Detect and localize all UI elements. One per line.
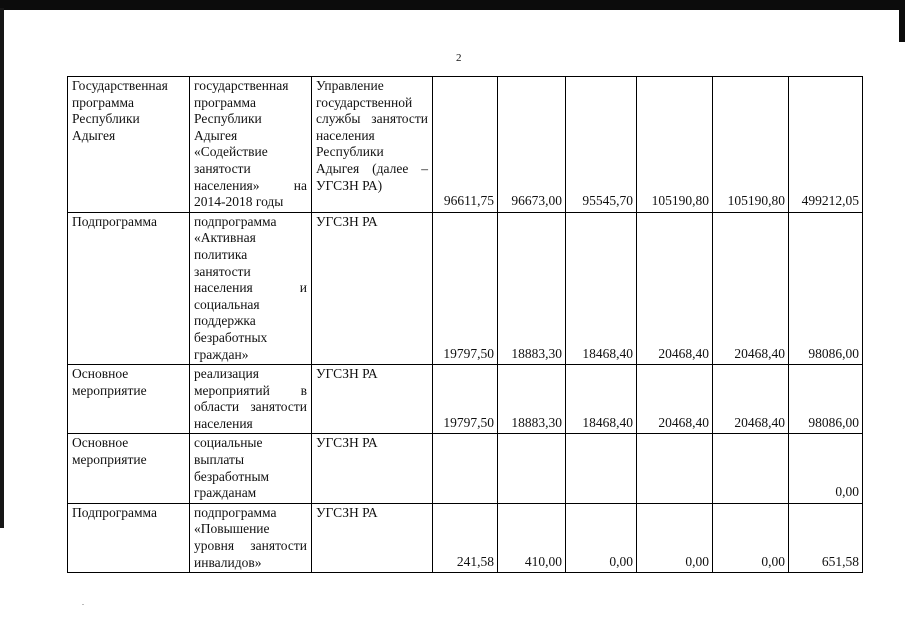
table-row bbox=[68, 434, 863, 503]
value-total-cell: 98086,00 bbox=[789, 365, 863, 434]
value-cell: 0,00 bbox=[713, 503, 789, 572]
value-cell bbox=[498, 434, 566, 503]
value-total-cell: 499212,05 bbox=[789, 77, 863, 213]
value-cell: 20468,40 bbox=[713, 365, 789, 434]
value-cell: 105190,80 bbox=[637, 77, 713, 213]
value-total-cell: 0,00 bbox=[789, 434, 863, 503]
value-cell: 96611,75 bbox=[433, 77, 498, 213]
value-cell bbox=[637, 434, 713, 503]
value-cell: 18883,30 bbox=[498, 212, 566, 364]
row-name: социальные выплаты безработным гражданам bbox=[190, 434, 312, 503]
row-name: подпрограмма «Активная политика занятости населения и социальная поддержка безработных граждан» bbox=[190, 212, 312, 364]
value-cell: 0,00 bbox=[637, 503, 713, 572]
row-executor: Управление государственной службы занятости населения Республики Адыгея (далее – УГСЗН РА) bbox=[312, 77, 433, 213]
value-cell: 20468,40 bbox=[713, 212, 789, 364]
row-executor: УГСЗН РА bbox=[312, 212, 433, 364]
row-executor: УГСЗН РА bbox=[312, 503, 433, 572]
row-status: Подпрограмма bbox=[68, 503, 190, 572]
row-name: подпрограмма «Повышение уровня занятости инвалидов» bbox=[190, 503, 312, 572]
value-cell: 18468,40 bbox=[566, 212, 637, 364]
value-cell: 20468,40 bbox=[637, 365, 713, 434]
row-name: реализация мероприятий в области занятости населения bbox=[190, 365, 312, 434]
table-row bbox=[68, 212, 863, 364]
value-cell: 95545,70 bbox=[566, 77, 637, 213]
program-funding-table bbox=[67, 76, 863, 573]
row-status: Основное мероприятие bbox=[68, 365, 190, 434]
value-cell bbox=[566, 434, 637, 503]
scan-border-left bbox=[0, 8, 4, 528]
value-cell: 105190,80 bbox=[713, 77, 789, 213]
table-row bbox=[68, 77, 863, 213]
page-number: 2 bbox=[456, 52, 462, 64]
value-cell: 19797,50 bbox=[433, 365, 498, 434]
row-name: государственная программа Республики Адыгея «Содействие занятости населения» на 2014-2018 годы bbox=[190, 77, 312, 213]
scan-border-top bbox=[0, 0, 905, 10]
row-status: Государственная программа Республики Адыгея bbox=[68, 77, 190, 213]
value-cell: 20468,40 bbox=[637, 212, 713, 364]
row-executor: УГСЗН РА bbox=[312, 434, 433, 503]
value-total-cell: 651,58 bbox=[789, 503, 863, 572]
row-status: Подпрограмма bbox=[68, 212, 190, 364]
value-cell bbox=[433, 434, 498, 503]
value-cell: 18883,30 bbox=[498, 365, 566, 434]
value-cell: 0,00 bbox=[566, 503, 637, 572]
value-cell: 18468,40 bbox=[566, 365, 637, 434]
value-cell bbox=[713, 434, 789, 503]
value-cell: 241,58 bbox=[433, 503, 498, 572]
scan-speck bbox=[82, 604, 84, 605]
value-total-cell: 98086,00 bbox=[789, 212, 863, 364]
value-cell: 19797,50 bbox=[433, 212, 498, 364]
row-status: Основное мероприятие bbox=[68, 434, 190, 503]
value-cell: 410,00 bbox=[498, 503, 566, 572]
table-row bbox=[68, 365, 863, 434]
value-cell: 96673,00 bbox=[498, 77, 566, 213]
table-row bbox=[68, 503, 863, 572]
row-executor: УГСЗН РА bbox=[312, 365, 433, 434]
scan-border-right bbox=[899, 0, 905, 42]
